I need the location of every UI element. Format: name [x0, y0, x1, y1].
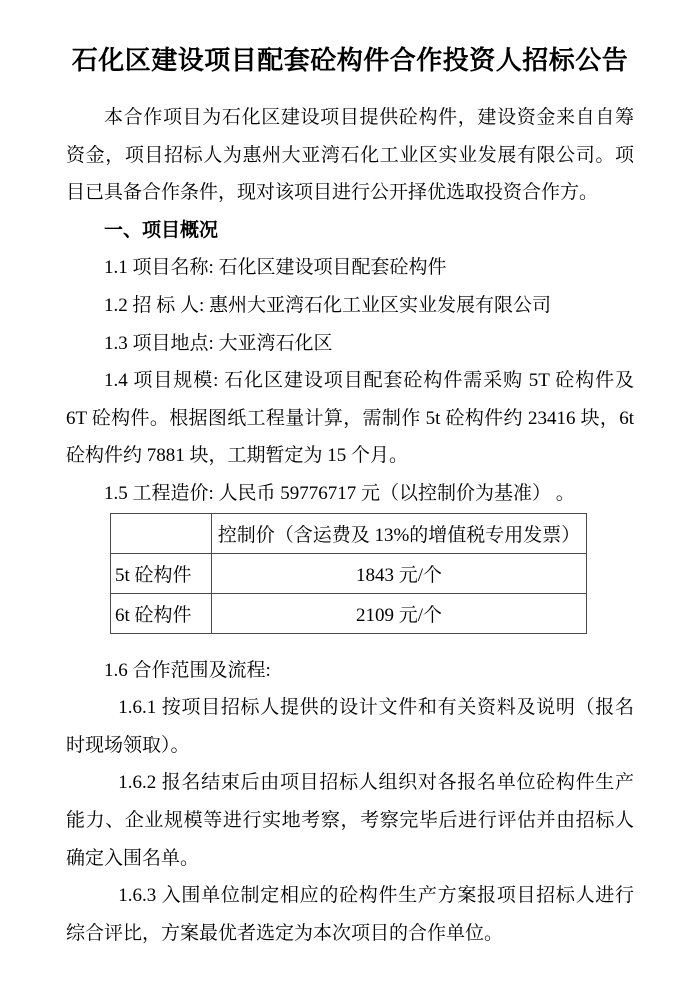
item-project-scale: 1.4 项目规模: 石化区建设项目配套砼构件需采购 5T 砼构件及 6T 砼构件。根据图纸工程量计算，需制作 5t 砼构件约 23416 块，6t 砼构件约 7881 块，工期暂定为 15 个月。 — [66, 370, 634, 467]
item-project-name: 1.1 项目名称: 石化区建设项目配套砼构件 — [104, 257, 447, 279]
price-table-corner-cell — [111, 513, 212, 553]
intro-paragraph: 本合作项目为石化区建设项目提供砼构件，建设资金来自自筹资金，项目招标人为惠州大亚湾石化工业区实业发展有限公司。项目已具备合作条件，现对该项目进行公开择优选取投资合作方。 — [66, 107, 634, 204]
table-row — [111, 553, 587, 593]
item-cooperation-scope-2: 1.6.2 报名结束后由项目招标人组织对各报名单位砼构件生产能力、企业规模等进行实地考察，考察完毕后进行评估并由招标人确定入围名单。 — [66, 772, 634, 869]
price-table — [110, 513, 587, 634]
item-project-location: 1.3 项目地点: 大亚湾石化区 — [104, 332, 333, 354]
price-table-price-5t: 1843 元/个 — [212, 553, 587, 593]
item-cooperation-scope: 1.6 合作范围及流程: — [104, 659, 271, 681]
item-tenderer: 1.2 招 标 人: 惠州大亚湾石化工业区实业发展有限公司 — [104, 294, 552, 316]
table-row — [111, 593, 587, 633]
item-cooperation-scope-1: 1.6.1 按项目招标人提供的设计文件和有关资料及说明（报名时现场领取）。 — [66, 697, 634, 756]
price-table-item-5t: 5t 砼构件 — [111, 553, 212, 593]
price-table-item-6t: 6t 砼构件 — [111, 593, 212, 633]
price-table-price-column-header: 控制价（含运费及 13%的增值税专用发票） — [212, 513, 587, 553]
item-cooperation-scope-3: 1.6.3 入围单位制定相应的砼构件生产方案报项目招标人进行综合评比，方案最优者选定为本次项目的合作单位。 — [66, 885, 634, 944]
section-heading-overview: 一、项目概况 — [104, 219, 219, 241]
price-table-header-row — [111, 513, 587, 553]
price-table-price-6t: 2109 元/个 — [212, 593, 587, 633]
item-project-cost: 1.5 工程造价: 人民币 59776717 元（以控制价为基准） 。 — [104, 482, 575, 504]
document-title: 石化区建设项目配套砼构件合作投资人招标公告 — [71, 46, 629, 75]
